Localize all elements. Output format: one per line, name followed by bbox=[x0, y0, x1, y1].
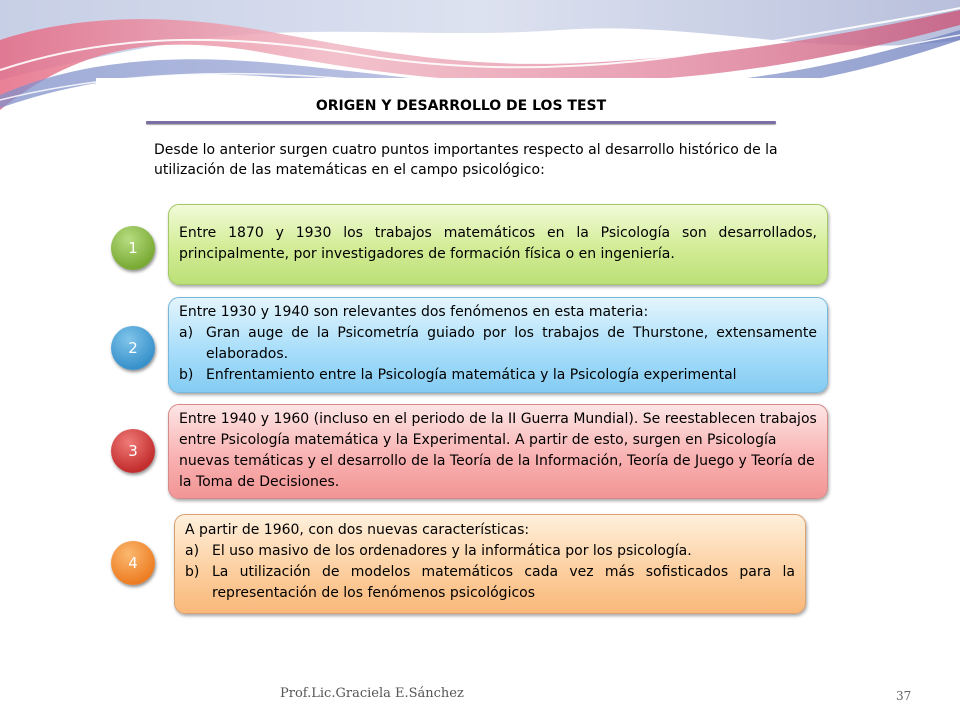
point-4-item-b bbox=[185, 562, 795, 604]
point-2-item-b-marker: b) bbox=[179, 367, 194, 383]
point-3-box bbox=[168, 404, 828, 499]
point-1-number-circle bbox=[111, 226, 155, 270]
intro-paragraph: Desde lo anterior surgen cuatro puntos importantes respecto al desarrollo histórico de la utilización de las matemáticas en el campo psicológico: bbox=[154, 142, 778, 178]
point-2-item-b-text: Enfrentamiento entre la Psicología matemática y la Psicología experimental bbox=[206, 367, 737, 383]
point-2-text: Entre 1930 y 1940 son relevantes dos fenómenos en esta materia: bbox=[179, 304, 649, 320]
point-4-item-a-text: El uso masivo de los ordenadores y la informática por los psicología. bbox=[212, 543, 692, 559]
point-2-item-b bbox=[179, 365, 817, 386]
point-1-number: 1 bbox=[128, 239, 138, 257]
point-4-number-circle bbox=[111, 541, 155, 585]
point-4-number: 4 bbox=[128, 554, 138, 572]
point-4-box bbox=[174, 514, 806, 614]
title-underline bbox=[146, 121, 776, 124]
point-3-number-circle bbox=[111, 429, 155, 473]
point-4-item-b-text: La utilización de modelos matemáticos cada vez más sofisticados para la representación de los fenómenos psicológicos bbox=[212, 564, 795, 601]
slide-content bbox=[96, 78, 826, 618]
point-2-item-a bbox=[179, 323, 817, 365]
point-1-text: Entre 1870 y 1930 los trabajos matemáticos en la Psicología son desarrollados, principalmente, por investigadores de formación física o en ingeniería. bbox=[179, 225, 817, 262]
point-4-item-a bbox=[185, 541, 795, 562]
point-3-text: Entre 1940 y 1960 (incluso en el periodo de la II Guerra Mundial). Se reestablecen trabajos entre Psicología matemática y la Experimental. A partir de esto, surgen en Psicología nuevas temáticas y el desarrollo de la Teoría de la Información, Teoría de Juego y Teoría de la Toma de Decisiones. bbox=[179, 411, 817, 490]
point-2-number: 2 bbox=[128, 339, 138, 357]
point-2-number-circle bbox=[111, 326, 155, 370]
point-1-box bbox=[168, 204, 828, 285]
point-2-item-a-text: Gran auge de la Psicometría guiado por los trabajos de Thurstone, extensamente elaborados. bbox=[206, 325, 817, 362]
point-4-item-b-marker: b) bbox=[185, 564, 200, 580]
slide-title: ORIGEN Y DESARROLLO DE LOS TEST bbox=[315, 98, 607, 114]
point-4-text: A partir de 1960, con dos nuevas características: bbox=[185, 522, 530, 538]
point-3-number: 3 bbox=[128, 442, 138, 460]
point-2-box bbox=[168, 297, 828, 393]
point-2-item-a-marker: a) bbox=[179, 325, 194, 341]
footer-author: Prof.Lic.Graciela E.Sánchez bbox=[280, 686, 464, 701]
page-number: 37 bbox=[896, 689, 912, 703]
point-4-item-a-marker: a) bbox=[185, 543, 200, 559]
